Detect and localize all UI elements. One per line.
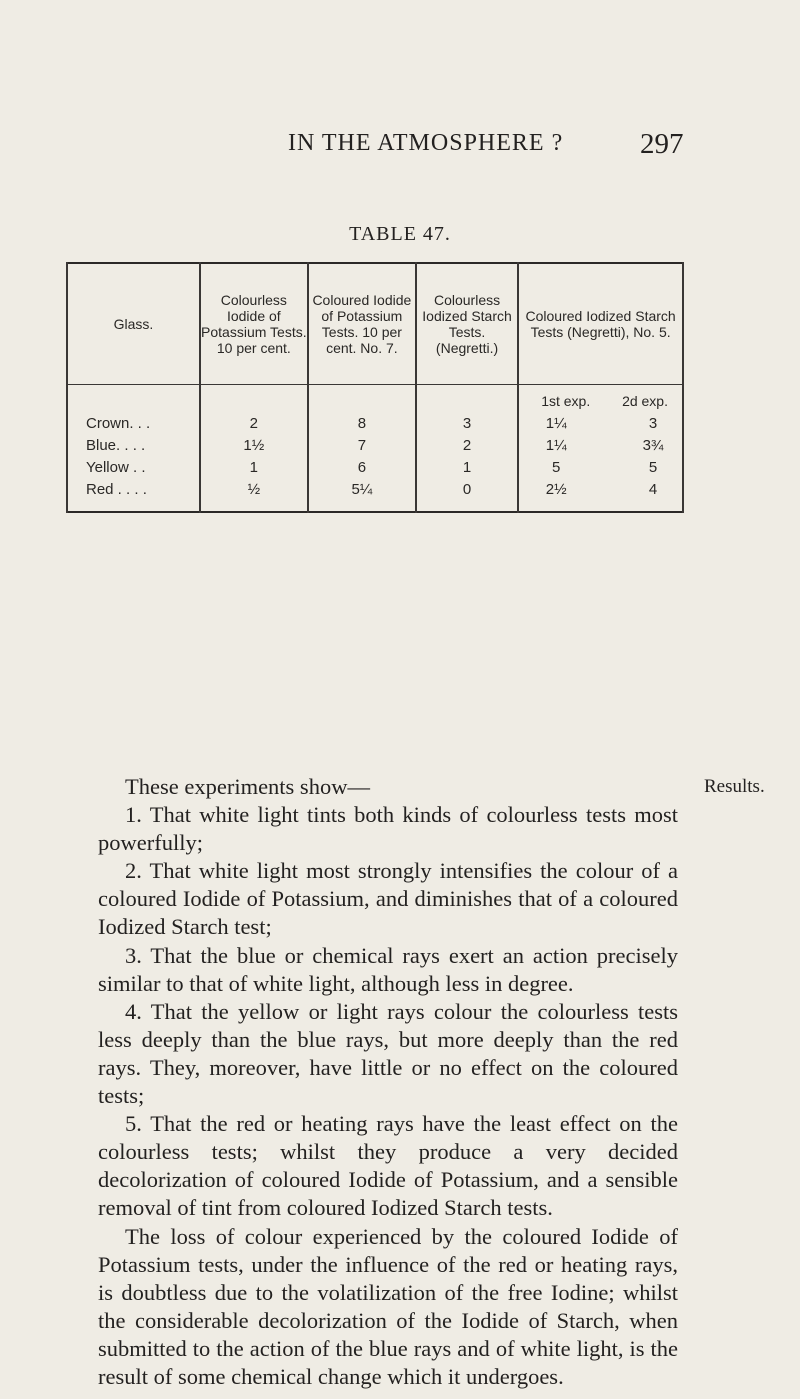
intro-paragraph: These experiments show— [125,774,370,799]
closing-paragraph: The loss of colour experienced by the coloured Iodide of Potassium tests, under the influence of the red or heating rays, is doubtless due to the volatilization of the free Iodine; whilst the considerable decolorization of the Iodide of Starch, when submitted to the action of the blue rays and of white light, is the result of some chemical change which it undergoes. [98,1223,678,1389]
table-cell: 2 [200,413,308,435]
table-row [67,457,683,479]
table-cell: 2½ [545,481,567,498]
table-header-row [67,263,683,385]
column-header-colourless-iodide: Colourless Iodide of Potassium Tests. 10 per cent. [200,263,308,385]
column-header-colourless-starch: Colourless Iodized Starch Tests. (Negretti.) [416,263,518,385]
subheader-second-exp: 2d exp. [622,393,668,409]
table-cell: 5 [552,459,561,476]
table-cell: 1 [416,457,518,479]
point-paragraph: 1. That white light tints both kinds of colourless tests most powerfully; [98,802,678,856]
running-title: IN THE ATMOSPHERE ? [288,130,564,156]
column-header-coloured-starch: Coloured Iodized Starch Tests (Negretti), No. 5. [518,263,683,385]
table-cell: 0 [416,479,518,512]
glass-name: Crown. . . [67,413,200,435]
table-cell: 1¼ [545,437,567,454]
table-cell: 8 [308,413,416,435]
body-text [98,773,678,1391]
table-row [67,413,683,435]
table-cell: ½ [200,479,308,512]
point-paragraph: 3. That the blue or chemical rays exert an action precisely similar to that of white light, although less in degree. [98,942,678,996]
table-cell: 2 [416,435,518,457]
table-cell: 1½ [200,435,308,457]
table-cell: 3¾ [642,437,664,454]
column-header-coloured-iodide: Coloured Iodide of Potassium Tests. 10 per cent. No. 7. [308,263,416,385]
subheader-first-exp: 1st exp. [541,393,591,409]
table-subheader-row [67,385,683,414]
table-caption: TABLE 47. [349,223,451,245]
glass-name: Blue. . . . [67,435,200,457]
point-paragraph: 2. That white light most strongly intensifies the colour of a coloured Iodide of Potassium, and diminishes that of a coloured Iodized Starch test; [98,858,678,940]
glass-name: Red . . . . [67,479,200,512]
page-number: 297 [640,128,684,160]
data-table [66,262,684,513]
table-cell: 5 [648,459,658,476]
table-cell: 1 [200,457,308,479]
table-row [67,479,683,512]
table-cell: 3 [648,415,658,432]
table-cell: 1¼ [545,415,567,432]
column-header-glass: Glass. [67,263,200,385]
table-cell: 5¼ [308,479,416,512]
table-row [67,435,683,457]
glass-name: Yellow . . [67,457,200,479]
table-cell: 3 [416,413,518,435]
running-header [0,130,800,170]
table-cell: 7 [308,435,416,457]
point-paragraph: 5. That the red or heating rays have the least effect on the colourless tests; whilst they produce a very decided decolorization of coloured Iodide of Potassium, and a sensible removal of tint from coloured Iodized Starch tests. [98,1111,678,1221]
table-cell: 6 [308,457,416,479]
table-cell: 4 [648,481,658,498]
point-paragraph: 4. That the yellow or light rays colour the colourless tests less deeply than the blue rays, but more deeply than the red rays. They, moreover, have little or no effect on the coloured tests; [98,998,678,1109]
margin-note: Results. [704,776,765,797]
